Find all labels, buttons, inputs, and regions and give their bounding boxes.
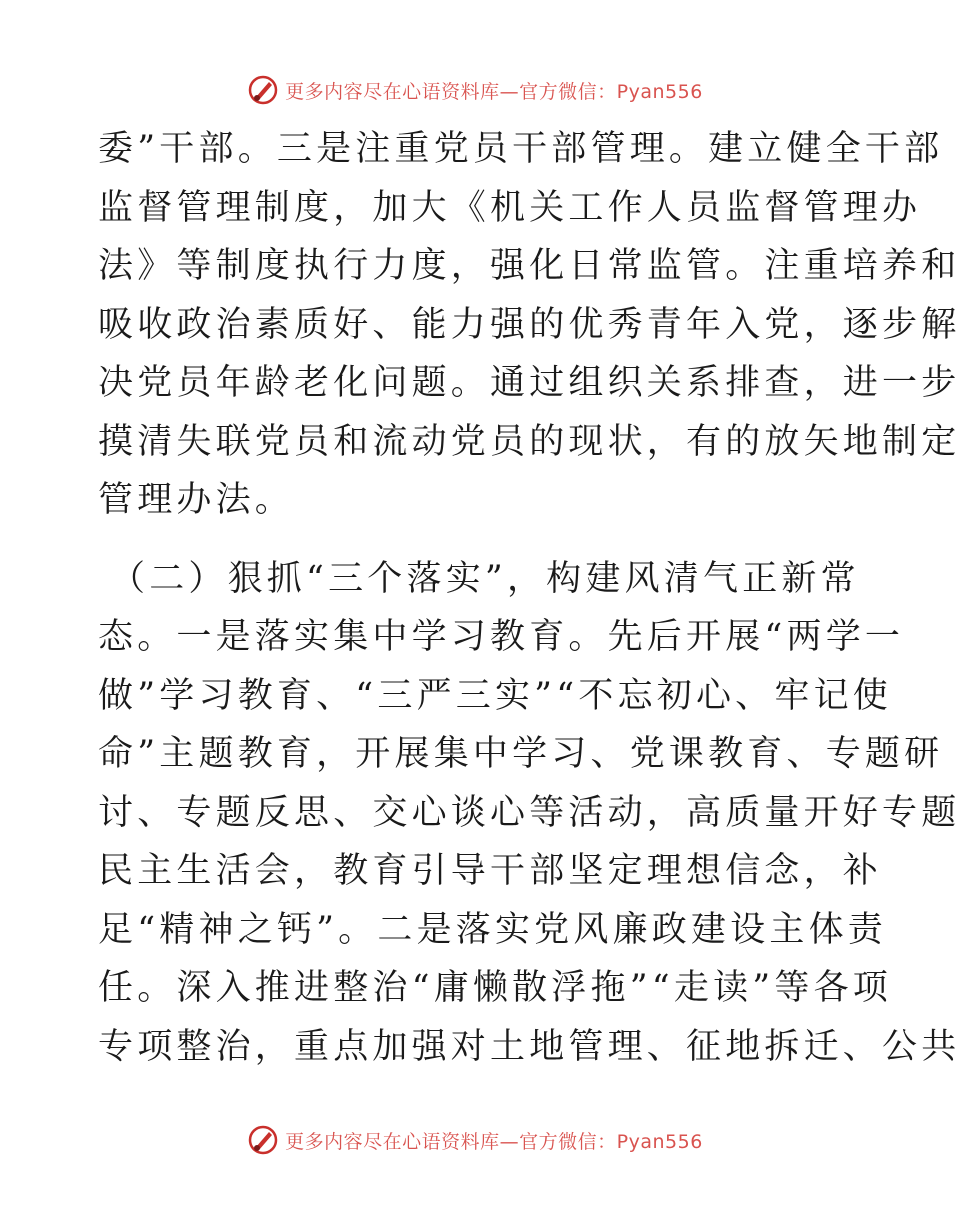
brush-logo-icon (247, 74, 279, 106)
footer-watermark (0, 1120, 950, 1160)
section-heading-line: （二）狠抓“三个落实”，构建风清气正新常 (110, 558, 860, 599)
paragraph (98, 120, 960, 530)
text-line: 吸收政治素质好、能力强的优秀青年入党，逐步解 (98, 304, 960, 345)
text-line: 讨、专题反思、交心谈心等活动，高质量开好专题 (98, 792, 960, 833)
text-line: 法》等制度执行力度，强化日常监管。注重培养和 (98, 246, 960, 286)
text-line: 命”主题教育，开展集中学习、党课教育、专题研 (98, 734, 944, 774)
text-line: 管理办法。 (98, 480, 295, 520)
text-line: 足“精神之钙”。二是落实党风廉政建设主体责 (98, 909, 887, 950)
paragraph-gap (98, 530, 868, 550)
watermark-text: 更多内容尽在心语资料库—官方微信：Pyan556 (285, 1130, 703, 1153)
text-line: 决党员年龄老化问题。通过组织关系排查，进一步 (98, 363, 960, 403)
text-line: 做”学习教育、“三严三实”“不忘初心、牢记使 (98, 675, 892, 716)
header-watermark (0, 70, 950, 110)
text-line: 监督管理制度，加大《机关工作人员监督管理办 (98, 187, 922, 228)
text-line: 专项整治，重点加强对土地管理、征地拆迁、公共 (98, 1026, 960, 1067)
text-line: 民主生活会，教育引导干部坚定理想信念，补 (98, 851, 883, 891)
text-line: 摸清失联党员和流动党员的现状，有的放矢地制定 (98, 421, 960, 462)
text-line: 任。深入推进整治“庸懒散浮拖”“走读”等各项 (98, 968, 892, 1008)
watermark-text: 更多内容尽在心语资料库—官方微信：Pyan556 (285, 80, 703, 103)
brush-logo-icon (247, 1124, 279, 1156)
text-line: 态。一是落实集中学习教育。先后开展“两学一 (98, 617, 905, 657)
document-body (98, 120, 960, 1076)
paragraph (98, 550, 960, 1077)
text-line: 委”干部。三是注重党员干部管理。建立健全干部 (98, 129, 944, 169)
